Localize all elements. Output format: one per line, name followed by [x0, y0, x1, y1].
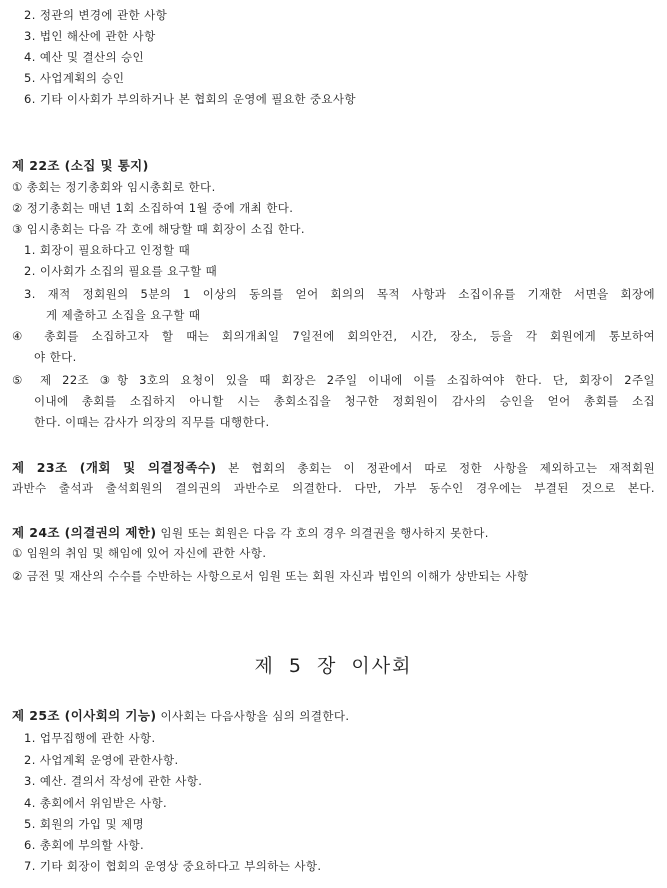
article-22-title: 제 22조 (소집 및 통지): [12, 158, 149, 173]
clause: ④ 총회를 소집하고자 할 때는 회의개최일 7일전에 회의안건, 시간, 장소, 등을 각 회원에게 통보하여: [12, 329, 655, 343]
clause: ① 총회는 정기총회와 임시총회로 한다.: [12, 180, 216, 194]
clause: ② 정기총회는 매년 1회 소집하여 1월 중에 개최 한다.: [12, 201, 294, 215]
article-25-text: 이사회는 다음사항을 심의 의결한다.: [156, 709, 350, 723]
list-item: 4. 예산 및 결산의 승인: [24, 50, 145, 64]
list-item: 2. 정관의 변경에 관한 사항: [24, 8, 168, 22]
clause: ① 임원의 취임 및 해임에 있어 자신에 관한 사항.: [12, 546, 267, 560]
clause-continuation: 한다. 이때는 감사가 의장의 직무를 대행한다.: [34, 415, 270, 429]
list-item: 2. 사업계획 운영에 관한사항.: [24, 753, 179, 767]
article-23-paragraph: [12, 458, 655, 476]
article-23-text: 본 협회의 총회는 이 정관에서 따로 정한 사항을 제외하고는 재적회원: [216, 461, 655, 475]
sub-item: 1. 회장이 필요하다고 인정할 때: [24, 243, 191, 257]
clause: ② 금전 및 재산의 수수를 수반하는 사항으로서 임원 또는 회원 자신과 법인의 이해가 상반되는 사항: [12, 569, 529, 583]
clause: ⑤ 제 22조 ③항 3호의 요청이 있을 때 회장은 2주일 이내에 이를 소집하여야 한다. 단, 회장이 2주일: [12, 373, 655, 387]
article-25-title: 제 25조 (이사회의 기능): [12, 708, 157, 723]
clause: ③ 임시총회는 다음 각 호에 해당할 때 회장이 소집 한다.: [12, 222, 305, 236]
list-item: 1. 업무집행에 관한 사항.: [24, 731, 156, 745]
article-24-paragraph: [12, 523, 489, 541]
list-item: 3. 예산. 결의서 작성에 관한 사항.: [24, 774, 203, 788]
list-item: 7. 기타 회장이 협회의 운영상 중요하다고 부의하는 사항.: [24, 859, 322, 873]
list-item: 4. 총회에서 위임받은 사항.: [24, 796, 168, 810]
chapter-title: 제 5 장 이사회: [254, 655, 413, 677]
clause-continuation: 이내에 총회를 소집하지 아니할 시는 총회소집을 청구한 정회원이 감사의 승인을 얻어 총회를 소집: [34, 394, 655, 408]
list-item: 5. 회원의 가입 및 제명: [24, 817, 145, 831]
list-item: 3. 법인 해산에 관한 사항: [24, 29, 156, 43]
article-25-paragraph: [12, 706, 349, 724]
article-24-text: 임원 또는 회원은 다음 각 호의 경우 의결권을 행사하지 못한다.: [156, 526, 489, 540]
sub-item: 2. 이사회가 소집의 필요를 요구할 때: [24, 264, 218, 278]
list-item: 6. 기타 이사회가 부의하거나 본 협회의 운영에 필요한 중요사항: [24, 92, 356, 106]
clause-continuation: 야 한다.: [34, 350, 77, 364]
sub-item: 3. 재적 정회원의 5분의 1 이상의 동의를 얻어 회의의 목적 사항과 소집이유를 기재한 서면을 회장에: [24, 287, 655, 301]
sub-item-continuation: 게 제출하고 소집을 요구할 때: [46, 308, 201, 322]
article-24-title: 제 24조 (의결권의 제한): [12, 525, 157, 540]
article-23-continuation: 과반수 출석과 출석회원의 결의권의 과반수로 의결한다. 다만, 가부 동수인 경우에는 부결된 것으로 본다.: [12, 481, 655, 495]
article-23-title: 제 23조 (개회 및 의결정족수): [12, 460, 217, 475]
list-item: 5. 사업계획의 승인: [24, 71, 125, 85]
list-item: 6. 총회에 부의할 사항.: [24, 838, 145, 852]
